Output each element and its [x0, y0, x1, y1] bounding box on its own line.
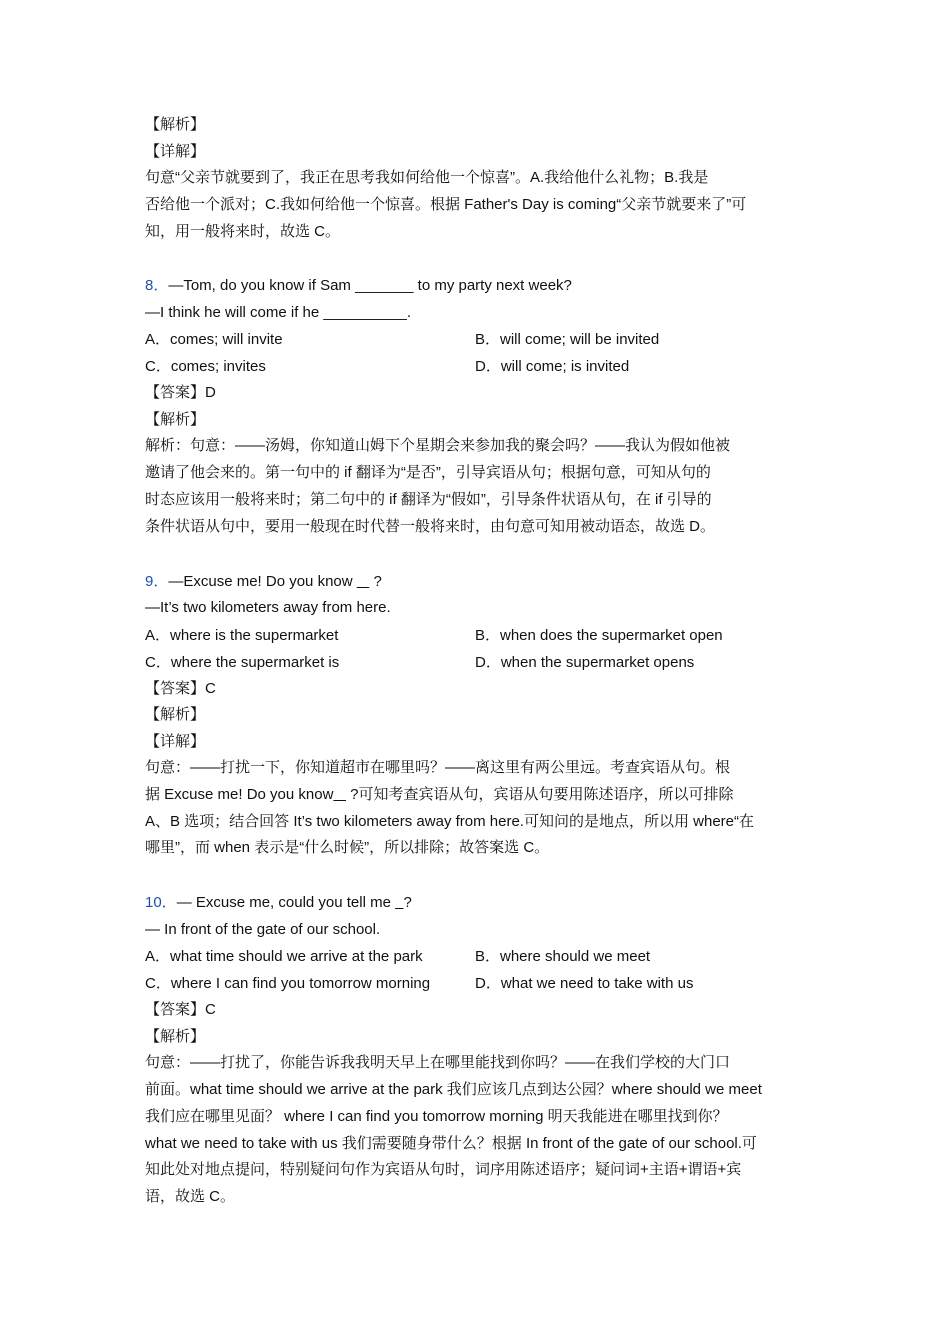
explanation-line: A、B 选项；结合回答 It’s two kilometers away from here.可知问的是地点，所以用 where“在 — [145, 812, 754, 830]
answer-label: 【答案】D — [145, 384, 216, 402]
question-9-stem — [145, 569, 810, 596]
explanation-line: what we need to take with us 我们需要随身带什么？根据 In front of the gate of our school.可 — [145, 1134, 757, 1152]
explanation-line: 否给他一个派对；C.我如何给他一个惊喜。根据 Father's Day is coming“父亲节就要来了”可 — [145, 195, 747, 213]
question-9-reply: —It’s two kilometers away from here. — [145, 599, 391, 617]
option-c: C．where I can find you tomorrow morning — [145, 975, 431, 993]
option-c: C．where the supermarket is — [145, 653, 340, 671]
question-number: 10． — [145, 894, 177, 912]
answer-label: 【答案】C — [145, 679, 216, 697]
question-text-end: ? — [369, 572, 382, 590]
question-number: 9． — [145, 572, 169, 590]
detail-label: 【详解】 — [145, 142, 206, 160]
option-b: B．will come; will be invited — [475, 331, 660, 349]
explanation-line: 哪里”，而 when 表示是“什么时候”，所以排除；故答案选 C。 — [145, 839, 550, 857]
explanation-line — [145, 782, 810, 809]
explanation-line: 句意：——打扰一下，你知道超市在哪里吗？——离这里有两公里远。考查宾语从句。根 — [145, 759, 731, 777]
question-8-options — [145, 326, 810, 380]
question-number: 8． — [145, 277, 169, 295]
analysis-label: 【解析】 — [145, 1027, 206, 1045]
explanation-line: 句意“父亲节就要到了，我正在思考我如何给他一个惊喜”。A.我给他什么礼物；B.我是 — [145, 169, 709, 186]
question-8-stem — [145, 273, 810, 300]
explanation-line: 句意：——打扰了，你能告诉我我明天早上在哪里能找到你吗？——在我们学校的大门口 — [145, 1054, 731, 1072]
question-text-end: ? — [403, 894, 412, 912]
explanation-line: 解析：句意：——汤姆，你知道山姆下个星期会来参加我的聚会吗？——我认为假如他被 — [145, 437, 731, 455]
option-a: A．what time should we arrive at the park — [145, 948, 423, 966]
option-b: B．where should we meet — [475, 948, 651, 966]
explanation-line: 语，故选 C。 — [145, 1188, 236, 1206]
question-text: —Excuse me! Do you know — [168, 572, 357, 590]
detail-label: 【详解】 — [145, 732, 206, 750]
question-10-stem — [145, 890, 810, 917]
option-d: D．when the supermarket opens — [475, 653, 695, 671]
explanation-line: 我们应在哪里见面？ where I can find you tomorrow morning 明天我能进在哪里找到你？ — [145, 1107, 728, 1125]
option-d: D．will come; is invited — [475, 358, 630, 376]
option-a: A．comes; will invite — [145, 331, 283, 349]
answer-blank — [333, 786, 346, 803]
analysis-label: 【解析】 — [145, 116, 206, 133]
explanation-line: 知，用一般将来时，故选 C。 — [145, 222, 341, 240]
question-text: — Excuse me, could you tell me — [176, 894, 396, 912]
option-d: D．what we need to take with us — [475, 975, 694, 993]
question-10-reply: — In front of the gate of our school. — [145, 920, 381, 938]
question-text: —Tom, do you know if Sam _______ to my party next week? — [168, 277, 572, 295]
option-b: B．when does the supermarket open — [475, 626, 723, 644]
explanation-line: 邀请了他会来的。第一句中的 if 翻译为“是否”，引导宾语从句；根据句意，可知从句的 — [145, 464, 711, 482]
option-a: A．where is the supermarket — [145, 626, 339, 644]
explanation-line: 前面。what time should we arrive at the park 我们应该几点到达公园？where should we meet — [145, 1081, 762, 1099]
document-content — [145, 112, 810, 1211]
explanation-line: 知此处对地点提问，特别疑问句作为宾语从句时，词序用陈述语序；疑问词+主语+谓语+宾 — [145, 1161, 742, 1179]
explanation-text: ?可知考查宾语从句，宾语从句要用陈述语序，所以可排除 — [345, 785, 734, 803]
question-8-reply: —I think he will come if he __________. — [145, 303, 411, 321]
analysis-label: 【解析】 — [145, 410, 206, 428]
question-9-options — [145, 622, 810, 676]
explanation-text: 据 Excuse me! Do you know — [145, 785, 334, 803]
explanation-line: 时态应该用一般将来时；第二句中的 if 翻译为“假如”，引导条件状语从句，在 if 引导的 — [145, 490, 712, 508]
explanation-line: 条件状语从句中，要用一般现在时代替一般将来时，由句意可知用被动语态，故选 D。 — [145, 517, 716, 535]
question-10-options — [145, 943, 810, 997]
analysis-label: 【解析】 — [145, 706, 206, 724]
option-c: C．comes; invites — [145, 358, 266, 376]
answer-blank — [357, 573, 370, 590]
answer-label: 【答案】C — [145, 1001, 216, 1019]
